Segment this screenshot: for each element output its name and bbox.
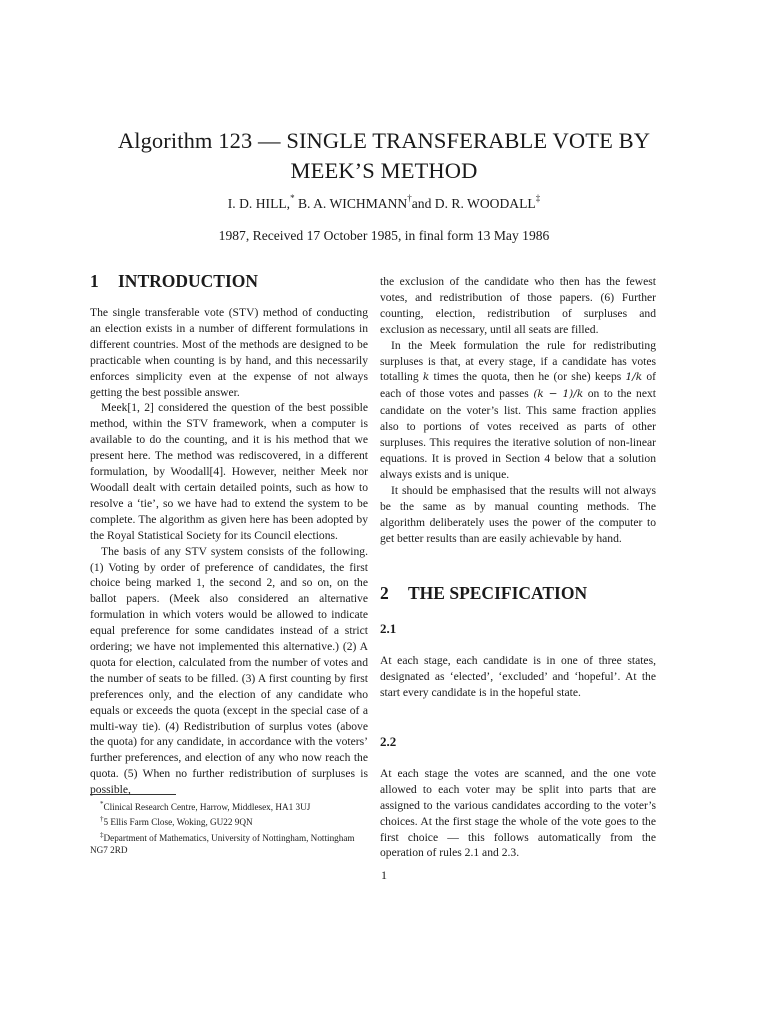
footnote <box>90 829 372 856</box>
section-title: THE SPECIFICATION <box>408 583 588 604</box>
paper-title <box>0 126 768 186</box>
math-expression: (k − 1)/k <box>533 388 584 401</box>
author-woodall: and D. R. WOODALL <box>411 196 536 211</box>
right-column <box>380 274 656 861</box>
left-column <box>90 270 368 798</box>
footnote-mark: * <box>100 800 104 808</box>
title-line-1: Algorithm 123 — SINGLE TRANSFERABLE VOTE BY <box>117 128 651 153</box>
section-number: 2 <box>380 583 389 604</box>
footnotes <box>90 794 372 856</box>
author-list <box>0 193 768 212</box>
author-wichmann: B. A. WICHMANN <box>294 196 408 211</box>
footnote-mark: † <box>100 815 104 824</box>
text-run: times the quota, then he (or she) keeps <box>429 370 626 384</box>
footnote-text: Department of Mathematics, University of Nottingham, Nottingham NG7 2RD <box>90 832 355 855</box>
publication-dates: 1987, Received 17 October 1985, in final form 13 May 1986 <box>218 228 550 243</box>
paragraph: At each stage the votes are scanned, and the one vote allowed to each voter may be split into parts that are assigned to the various candidates according to the voter’s choices. At the first stage the whole of the vote goes to the first choice — this follows automatically from the operation of rules 2.1 and 2.3. <box>380 766 656 860</box>
paragraph: At each stage, each candidate is in one of three states, designated as ‘elected’, ‘excluded’ and ‘hopeful’. At the start every candidate is in the hopeful state. <box>380 654 656 700</box>
section-heading-specification <box>380 582 656 604</box>
footnote <box>90 798 372 813</box>
section-heading-introduction <box>90 270 368 292</box>
footnote-mark: ‡ <box>100 830 104 839</box>
subsection-heading: 2.2 <box>380 734 397 750</box>
title-line-2: MEEK’S METHOD <box>290 158 478 183</box>
paragraph: the exclusion of the candidate who then has the fewest votes, and redistribution of those papers. (6) Further counting, election, redistribution of surpluses and exclusion as necessary, until all seats are filled. <box>380 275 656 336</box>
math-fraction: 1/k <box>625 371 643 384</box>
subsection-heading: 2.1 <box>380 621 397 637</box>
author-hill: I. D. HILL, <box>227 196 291 211</box>
math-k: k <box>422 371 430 384</box>
footnote-mark: * <box>290 193 295 204</box>
paragraph: The single transferable vote (STV) method of conducting an election exists in a number of different formulations in different countries. Most of the methods are designed to be practicable when counting is by hand, and this necessarily enforces simplicity even at the expense of not always getting the best possible answer. <box>90 306 368 399</box>
text-run: of each of those votes and passes <box>380 370 656 401</box>
section-number: 1 <box>90 271 99 291</box>
footnote-text: Clinical Research Centre, Harrow, Middlesex, HA1 3UJ <box>103 802 311 813</box>
text-run: In the Meek formulation the rule for redistributing surpluses is that, at every stage, if a candidate has votes totalling <box>380 338 656 384</box>
footnote-mark: † <box>407 193 412 204</box>
section-title: INTRODUCTION <box>118 271 259 291</box>
footnote-mark: ‡ <box>535 193 541 204</box>
footnote <box>90 813 372 828</box>
paragraph: Meek[1, 2] considered the question of the best possible method, within the STV framework, when a computer is available to do the counting, and it is his method that we present here. The method was rediscovered, in a different formulation, by Woodall[4]. However, neither Meek nor Woodall dealt with certain detailed points, such as how to resolve a ‘tie’, so we have had to extend the system to be complete. The algorithm as given here has been adopted by the Royal Statistical Society for its Council elections. <box>90 401 368 542</box>
footnote-rule <box>90 794 176 795</box>
footnote-text: 5 Ellis Farm Close, Woking, GU22 9QN <box>103 817 253 828</box>
paragraph-meek-formulation <box>380 338 656 483</box>
page-number: 1 <box>381 868 387 882</box>
paragraph: The basis of any STV system consists of the following. (1) Voting by order of preference of candidates, the first choice being marked 1, the second 2, and so on, on the ballot papers. (Meek also considered an alternative formulation in which voters would be allowed to indicate equal preference for some candidates instead of a strict ordering; we have not implemented this alternative.) (2) A quota for election, calculated from the number of votes and the number of seats to be filled. (3) A first counting by first preferences only, and the election of any candidate who equals or exceeds the quota (except in the special case of a multi-way tie). (4) Redistribution of surplus votes (above the quota) for any candidate, in accordance with the voters’ further preferences, and election of any who now reach the quota. (5) When no further redistribution of surpluses is possible, <box>90 544 368 797</box>
paragraph: It should be emphasised that the results will not always be the same as by manual counting methods. The algorithm deliberately uses the power of the computer to get better results than are easily achievable by hand. <box>380 483 656 545</box>
text-run: on to the next candidate on the voter’s list. This same fraction applies also to portions of votes received as parts of other surpluses. This requires the iterative solution of non-linear equations. It is proved in Section 4 below that a solution always exists and is unique. <box>380 387 657 481</box>
